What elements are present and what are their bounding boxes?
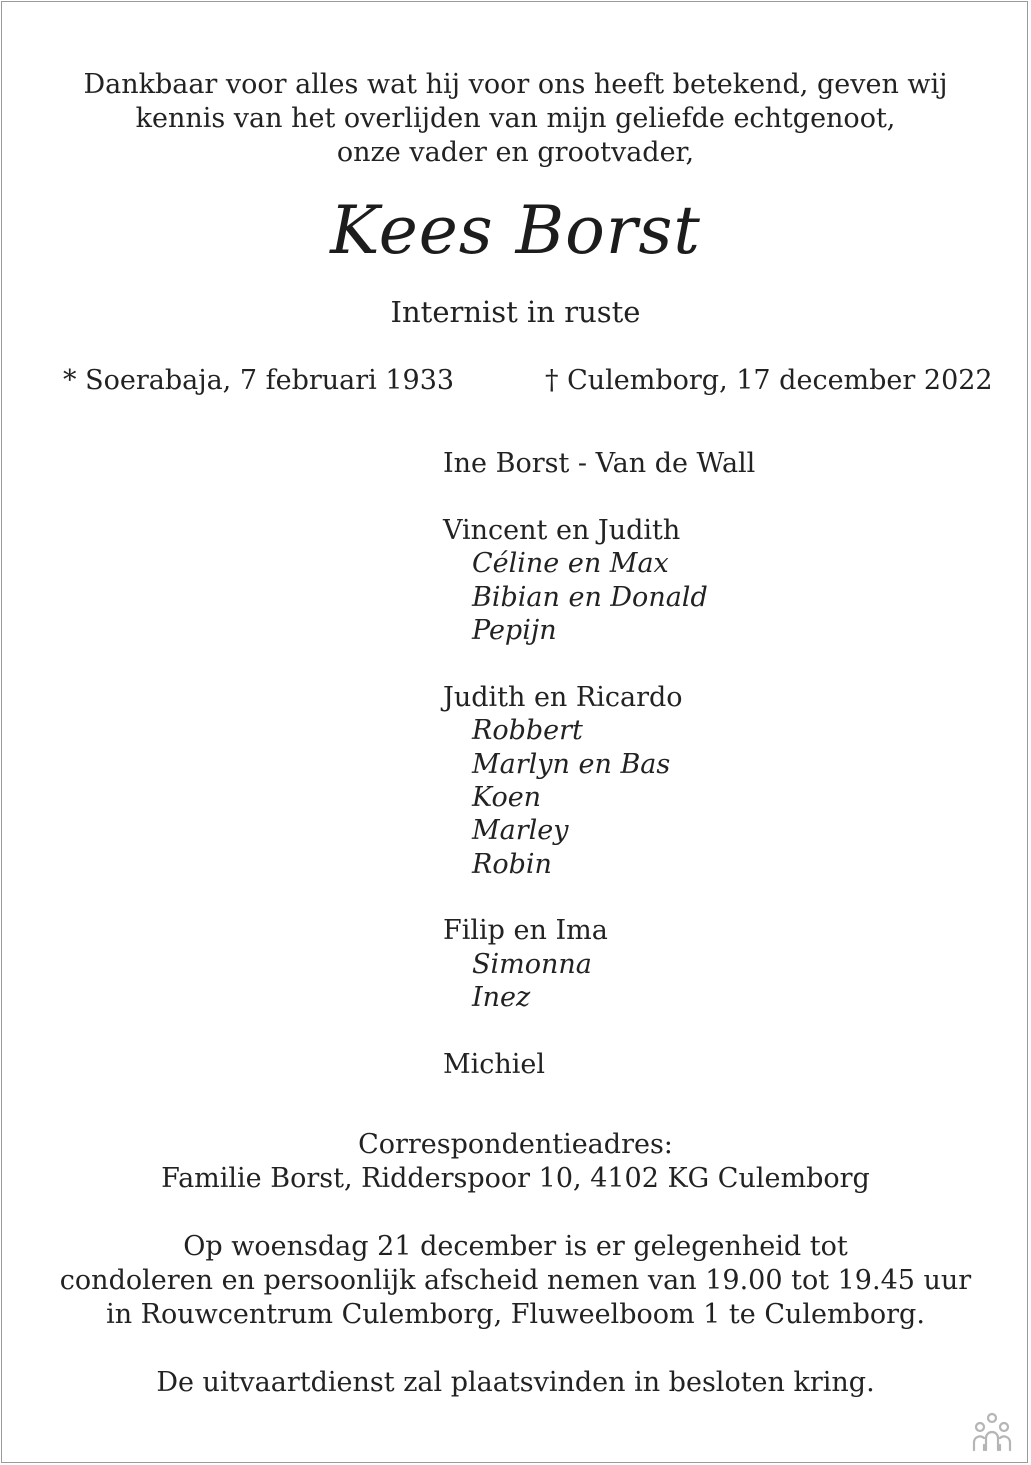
condolence-line: Op woensdag 21 december is er gelegenheid tot — [183, 1231, 848, 1262]
family-group-name: Michiel — [443, 1049, 546, 1081]
grandchild-name: Pepijn — [472, 614, 557, 646]
deceased-name: Kees Borst — [330, 192, 701, 269]
grandchild-name: Marlyn en Bas — [472, 748, 671, 780]
deceased-title: Internist in ruste — [390, 295, 641, 329]
correspondence-address: Familie Borst, Ridderspoor 10, 4102 KG Culemborg — [161, 1163, 870, 1194]
death-date: † Culemborg, 17 december 2022 — [545, 365, 993, 396]
closing-text: De uitvaartdienst zal plaatsvinden in besloten kring. — [156, 1367, 875, 1398]
grandchild-name: Simonna — [472, 948, 592, 980]
grandchild-name: Inez — [472, 982, 531, 1014]
spouse-name: Ine Borst - Van de Wall — [443, 448, 756, 479]
family-group-name: Filip en Ima — [443, 915, 608, 947]
correspondence-heading: Correspondentieadres: — [358, 1129, 673, 1160]
correspondence-block — [0, 1128, 1031, 1196]
intro-line: onze vader en grootvader, — [336, 137, 695, 168]
condolence-line: in Rouwcentrum Culemborg, Fluweelboom 1 te Culemborg. — [106, 1299, 925, 1330]
intro-line: kennis van het overlijden van mijn geliefde echtgenoot, — [135, 103, 896, 134]
grandchild-name: Robbert — [472, 715, 583, 747]
grandchild-name: Koen — [472, 781, 542, 813]
condolence-block — [0, 1230, 1031, 1332]
intro-text — [0, 68, 1031, 170]
grandchild-name: Robin — [472, 848, 552, 880]
people-group-icon — [970, 1412, 1014, 1452]
family-group-name: Vincent en Judith — [443, 514, 681, 546]
family-list — [443, 447, 755, 1081]
family-group-name: Judith en Ricardo — [443, 681, 683, 713]
condolence-line: condoleren en persoonlijk afscheid nemen van 19.00 tot 19.45 uur — [59, 1265, 972, 1296]
intro-line: Dankbaar voor alles wat hij voor ons heeft betekend, geven wij — [83, 69, 948, 100]
grandchild-name: Bibian en Donald — [472, 581, 708, 613]
birth-date: * Soerabaja, 7 februari 1933 — [63, 365, 455, 396]
grandchild-name: Céline en Max — [472, 548, 669, 580]
grandchild-name: Marley — [472, 815, 569, 847]
